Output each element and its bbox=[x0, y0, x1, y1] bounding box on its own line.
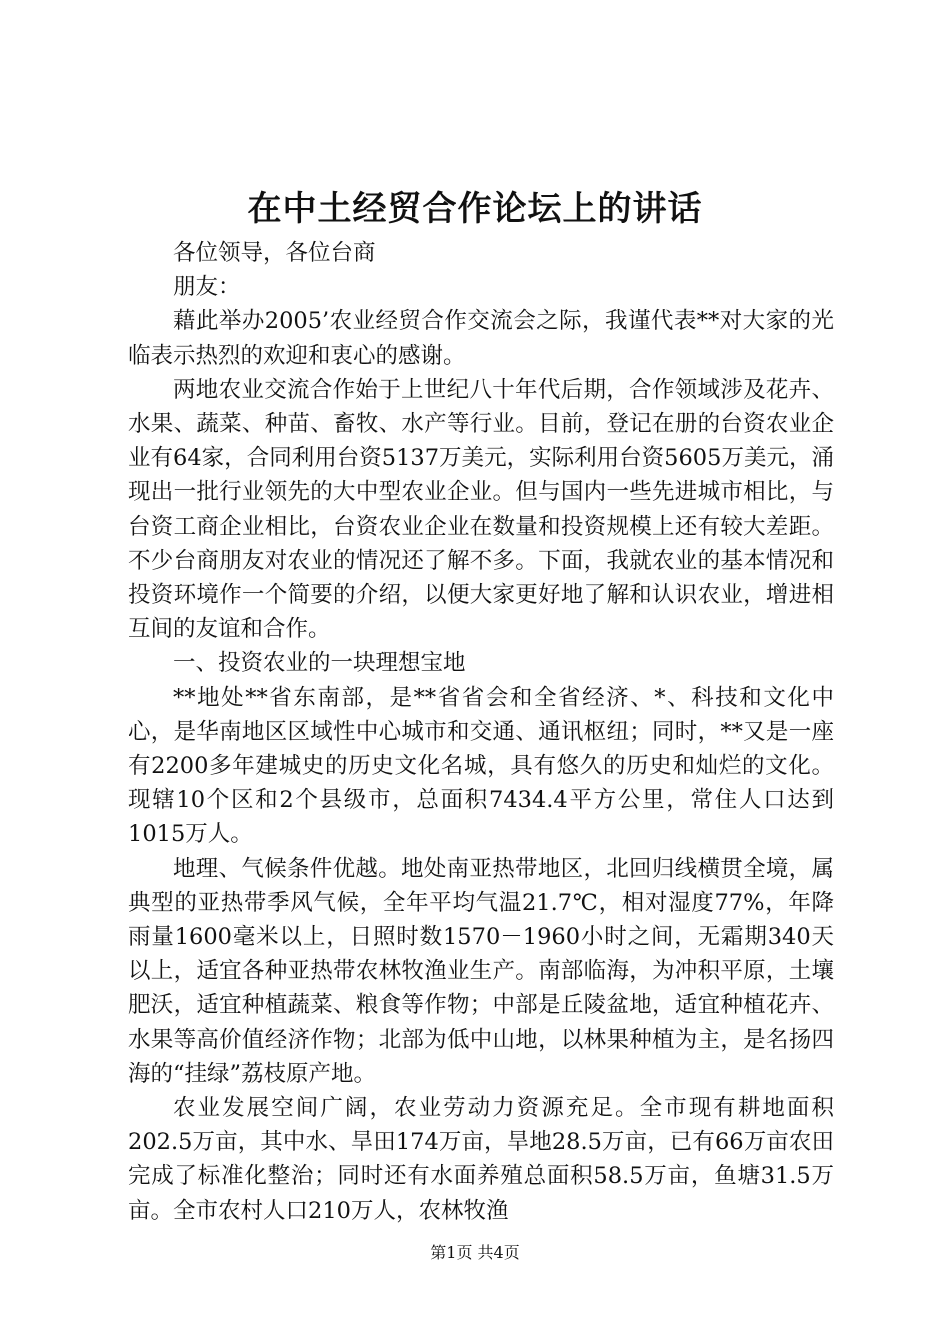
paragraph-welcome: 藉此举办2005’农业经贸合作交流会之际，我谨代表**对大家的光临表示热烈的欢迎和衷心的感谢。 bbox=[128, 308, 834, 369]
salutation-line-2: 朋友： bbox=[173, 274, 241, 301]
page-number: 第1页 共4页 bbox=[430, 1243, 520, 1262]
document-title: 在中土经贸合作论坛上的讲话 bbox=[247, 189, 703, 229]
salutation-line-1: 各位领导，各位台商 bbox=[173, 240, 376, 266]
paragraph-climate: 地理、气候条件优越。地处南亚热带地区，北回归线横贯全境，属典型的亚热带季风气候，全年平均气温21.7℃，相对湿度77%，年降雨量1600毫米以上，日照时数1570－1960小时之间，无霜期340天以上，适宜各种亚热带农林牧渔业生产。南部临海，为冲积平原，土壤肥沃，适宜种植蔬菜、粮食等作物；中部是丘陵盆地，适宜种植花卉、水果等高价值经济作物；北部为低中山地，以林果种植为主，是名扬四海的“挂绿”荔枝原产地。 bbox=[128, 855, 834, 1087]
document-body bbox=[128, 236, 834, 1228]
paragraph-land: 农业发展空间广阔，农业劳动力资源充足。全市现有耕地面积202.5万亩，其中水、旱田174万亩，旱地28.5万亩，已有66万亩农田完成了标准化整治；同时还有水面养殖总面积58.5万亩，鱼塘31.5万亩。全市农村人口210万人，农林牧渔 bbox=[128, 1095, 834, 1224]
paragraph-cooperation: 两地农业交流合作始于上世纪八十年代后期，合作领域涉及花卉、水果、蔬菜、种苗、畜牧、水产等行业。目前，登记在册的台资农业企业有64家，合同利用台资5137万美元，实际利用台资5605万美元，涌现出一批行业领先的大中型农业企业。但与国内一些先进城市相比，与台资工商企业相比，台资农业企业在数量和投资规模上还有较大差距。不少台商朋友对农业的情况还了解不多。下面，我就农业的基本情况和投资环境作一个简要的介绍，以便大家更好地了解和认识农业，增进相互间的友谊和合作。 bbox=[128, 376, 834, 643]
paragraph-location: **地处**省东南部，是**省省会和全省经济、*、科技和文化中心，是华南地区区域性中心城市和交通、通讯枢纽；同时，**又是一座有2200多年建城史的历史文化名城，具有悠久的历史和灿烂的文化。现辖10个区和2个县级市，总面积7434.4平方公里，常住人口达到1015万人。 bbox=[128, 684, 834, 848]
section-heading-1: 一、投资农业的一块理想宝地 bbox=[173, 650, 466, 677]
